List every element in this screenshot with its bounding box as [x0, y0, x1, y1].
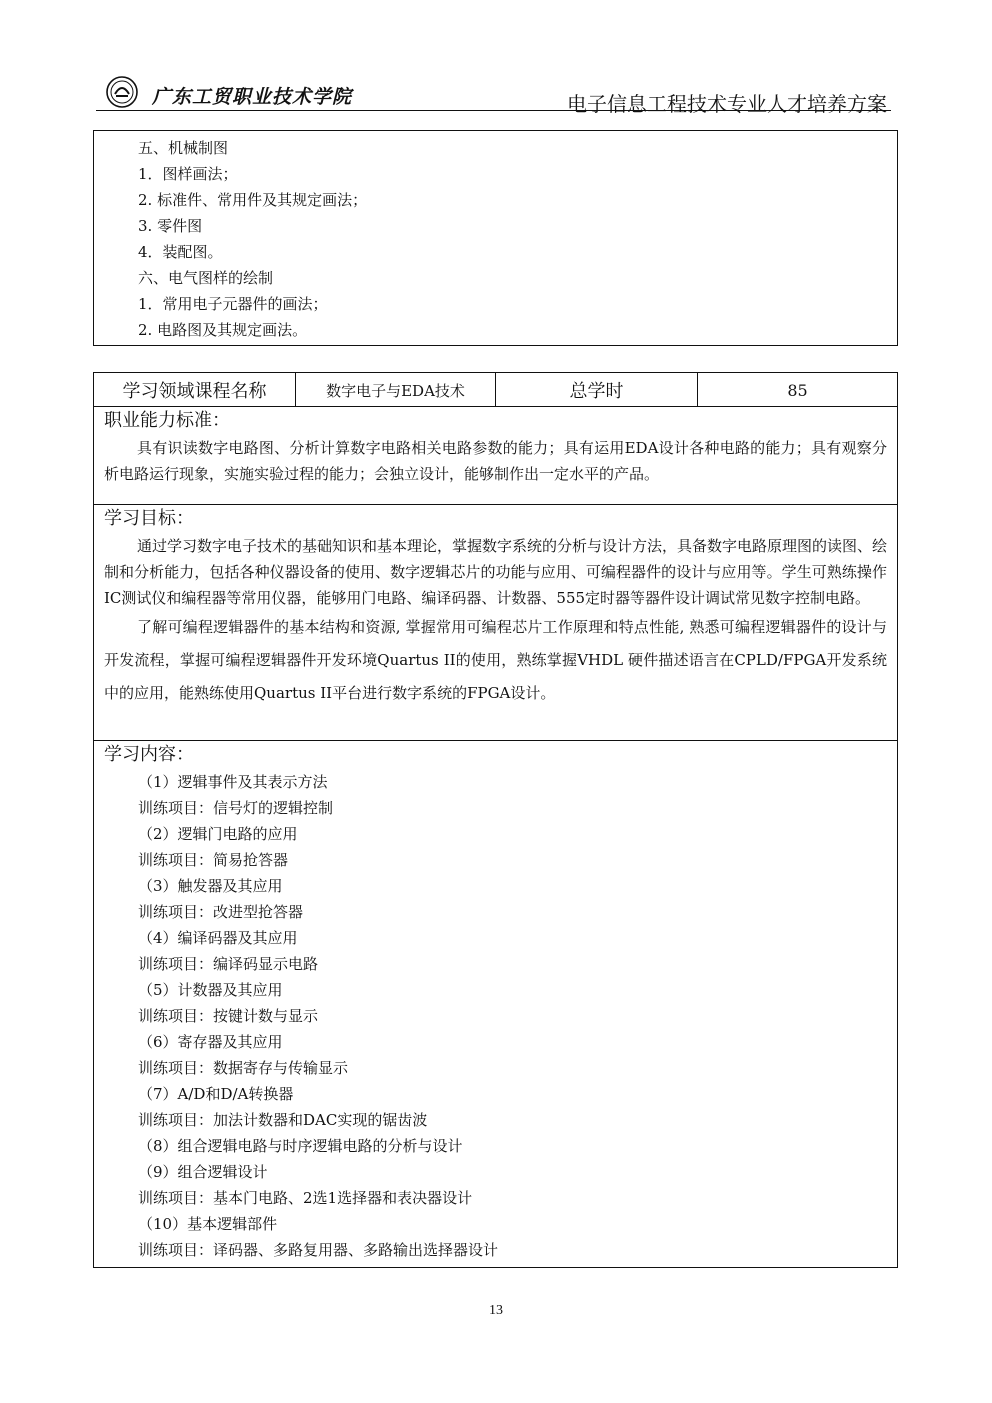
- list-item: （5）计数器及其应用: [138, 981, 283, 999]
- list-item: 1．常用电子元器件的画法；: [138, 295, 328, 313]
- list-item: （1）逻辑事件及其表示方法: [138, 773, 328, 791]
- list-item: 六、电气图样的绘制: [138, 269, 274, 287]
- school-logo-icon: [106, 76, 138, 108]
- course-table: [93, 372, 898, 1268]
- goal-section: [94, 505, 897, 741]
- list-item: 训练项目：改进型抢答器: [138, 903, 304, 921]
- course-name: 数字电子与EDA技术: [296, 373, 496, 407]
- content-list: [94, 769, 897, 1263]
- list-item: 3. 零件图: [138, 217, 203, 235]
- list-item: （8）组合逻辑电路与时序逻辑电路的分析与设计: [138, 1137, 463, 1155]
- list-item: 训练项目：信号灯的逻辑控制: [138, 799, 334, 817]
- list-item: 2. 电路图及其规定画法。: [138, 321, 308, 339]
- list-item: （3）触发器及其应用: [138, 877, 283, 895]
- list-item: 训练项目：数据寄存与传输显示: [138, 1059, 349, 1077]
- list-item: 训练项目：基本门电路、2选1选择器和表决器设计: [138, 1189, 473, 1207]
- document-title: 电子信息工程技术专业人才培养方案: [567, 92, 887, 116]
- content-title: 学习内容：: [104, 744, 194, 765]
- list-item: 1．图样画法；: [138, 165, 238, 183]
- total-hours-label: 总学时: [496, 373, 698, 407]
- list-item: 训练项目：简易抢答器: [138, 851, 289, 869]
- list-item: 训练项目：加法计数器和DAC实现的锯齿波: [138, 1111, 428, 1129]
- list-item: 训练项目：按键计数与显示: [138, 1007, 319, 1025]
- list-item: （2）逻辑门电路的应用: [138, 825, 298, 843]
- previous-section-box: [93, 130, 898, 346]
- goal-title: 学习目标：: [104, 508, 194, 529]
- list-item: （4）编译码器及其应用: [138, 929, 298, 947]
- school-name: 广东工贸职业技术学院: [152, 86, 353, 108]
- total-hours-value: 85: [787, 380, 808, 400]
- list-item: （6）寄存器及其应用: [138, 1033, 283, 1051]
- list-item: 五、机械制图: [138, 139, 229, 157]
- list-item: （10）基本逻辑部件: [138, 1215, 278, 1233]
- goal-paragraph-2: 了解可编程逻辑器件的基本结构和资源, 掌握常用可编程芯片工作原理和特点性能, 熟悉可编程逻辑器件的设计与开发流程，掌握可编程逻辑器件开发环境Quartus II的使用，熟练掌握VHDL 硬件描述语言在CPLD/FPGA开发系统中的应用，能熟练使用Quartus II平台进行数字系统的FPGA设计。: [104, 618, 887, 702]
- page-header: [96, 70, 891, 116]
- course-name-label: 学习领域课程名称: [94, 373, 296, 407]
- list-item: 4．装配图。: [138, 243, 223, 261]
- page-number: 13: [489, 1303, 503, 1318]
- list-item: （7）A/D和D/A转换器: [138, 1085, 294, 1103]
- course-header-row: [94, 373, 897, 407]
- content-section: [94, 741, 897, 1267]
- goal-paragraph-1: 通过学习数字电子技术的基础知识和基本理论，掌握数字系统的分析与设计方法，具备数字电路原理图的读图、绘制和分析能力，包括各种仪器设备的使用、数字逻辑芯片的功能与应用、可编程器件的设计与应用等。学生可熟练操作IC测试仪和编程器等常用仪器，能够用门电路、编译码器、计数器、555定时器等器件设计调试常见数字控制电路。: [104, 537, 888, 607]
- list-item: 2. 标准件、常用件及其规定画法；: [138, 191, 368, 209]
- list-item: （9）组合逻辑设计: [138, 1163, 268, 1181]
- ability-title: 职业能力标准：: [104, 410, 230, 431]
- ability-section: [94, 407, 897, 505]
- ability-text: 具有识读数字电路图、分析计算数字电路相关电路参数的能力；具有运用EDA设计各种电路的能力；具有观察分析电路运行现象，实施实验过程的能力；会独立设计，能够制作出一定水平的产品。: [104, 439, 887, 483]
- list-item: 训练项目：译码器、多路复用器、多路输出选择器设计: [138, 1241, 499, 1259]
- list-item: 训练项目：编译码显示电路: [138, 955, 319, 973]
